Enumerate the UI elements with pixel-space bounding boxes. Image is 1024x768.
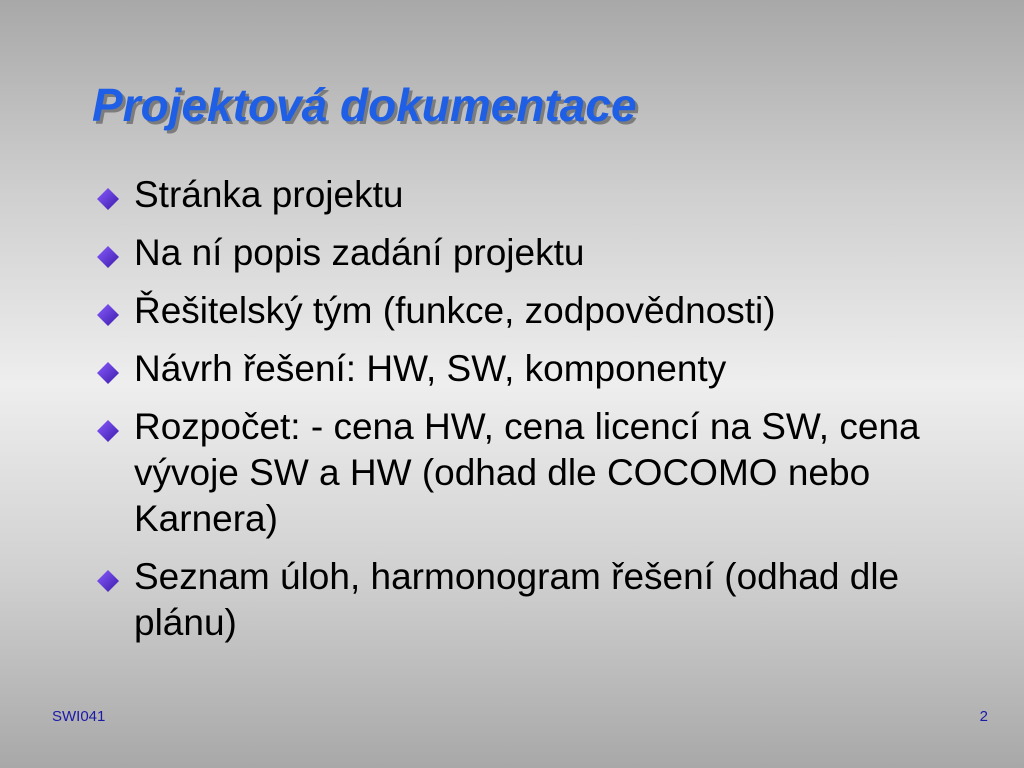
bullet-item bbox=[96, 554, 956, 646]
diamond-icon bbox=[96, 361, 120, 385]
bullet-item bbox=[96, 288, 956, 334]
bullet-list bbox=[96, 172, 956, 658]
footer-page-number: 2 bbox=[979, 708, 988, 725]
bullet-item bbox=[96, 346, 956, 392]
bullet-text: Na ní popis zadání projektu bbox=[134, 232, 585, 273]
bullet-text: Stránka projektu bbox=[134, 174, 404, 215]
diamond-icon bbox=[96, 303, 120, 327]
footer-course-code: SWI041 bbox=[52, 708, 106, 725]
diamond-icon bbox=[96, 245, 120, 269]
diamond-icon bbox=[96, 419, 120, 443]
bullet-item bbox=[96, 404, 956, 542]
bullet-text: Seznam úloh, harmonogram řešení (odhad dle plánu) bbox=[134, 556, 900, 643]
bullet-text: Řešitelský tým (funkce, zodpovědnosti) bbox=[134, 290, 776, 331]
bullet-item bbox=[96, 172, 956, 218]
diamond-icon bbox=[96, 569, 120, 593]
bullet-item bbox=[96, 230, 956, 276]
bullet-text: Návrh řešení: HW, SW, komponenty bbox=[134, 348, 727, 389]
diamond-icon bbox=[96, 187, 120, 211]
bullet-text: Rozpočet: - cena HW, cena licencí na SW, cena vývoje SW a HW (odhad dle COCOMO nebo Karnera) bbox=[134, 406, 920, 539]
slide-title: Projektová dokumentace bbox=[92, 79, 637, 131]
